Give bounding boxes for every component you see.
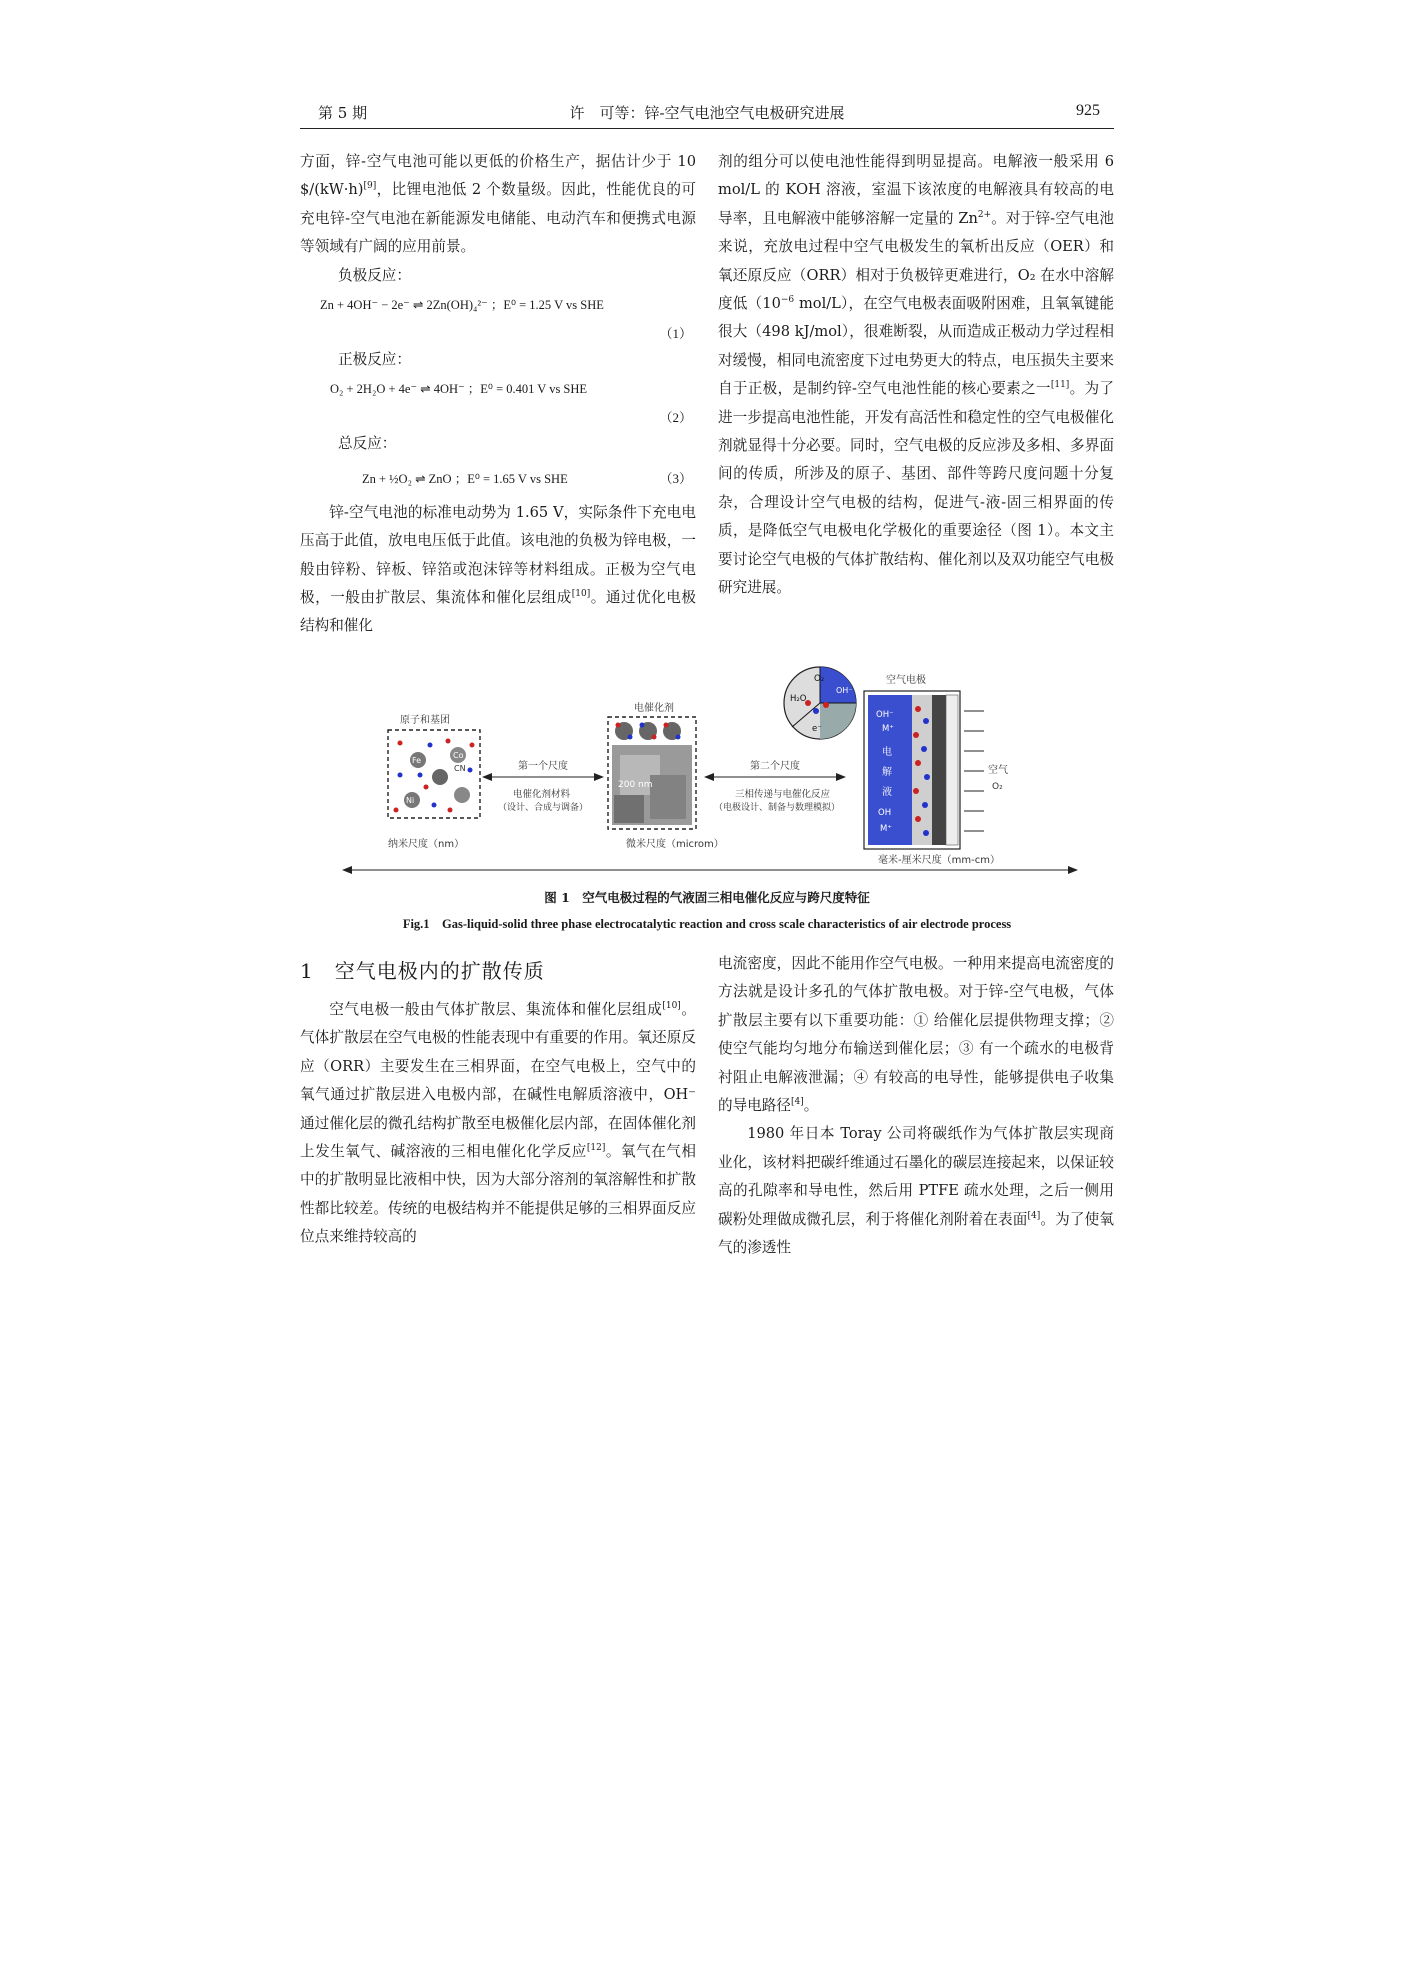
nano-scale-label: 纳米尺度（nm） [388,839,465,850]
paragraph: 电流密度，因此不能用作空气电极。一种用来提高电流密度的方法就是设计多孔的气体扩散电极。对于锌-空气电极，气体扩散层主要有以下重要功能：① 给催化层提供物理支撑；② 使空气能均匀地分布输送到催化层；③ 有一个疏水的电极背衬阻止电解液泄漏；④ 有较高的电导性，能够提供电子收集的导电路径[4]。 [718,955,1114,1115]
paragraph: 空气电极一般由气体扩散层、集流体和催化层组成[10]。气体扩散层在空气电极的性能表现中有重要的作用。氧还原反应（ORR）主要发生在三相界面，在空气电极上，空气中的氧气通过扩散层进入电极内部，在碱性电解质溶液中，OH⁻通过催化层的微孔结构扩散至电极催化层内部，在固体催化剂上发生氧气、碱溶液的三相电催化化学反应[12]。氧气在气相中的扩散明显比液相中快，因为大部分溶剂的氧溶解性和扩散性都比较差。传统的电极结构并不能提供足够的三相界面反应位点来维持较高的 [300,1001,696,1246]
catalyst-micrograph [608,717,696,829]
svg-text:e⁻: e⁻ [812,724,822,734]
left-column-lower [300,950,696,1252]
section-title: 1 空气电极内的扩散传质 [300,959,545,983]
svg-text:OH: OH [878,808,892,818]
equation-number: （3） [659,470,692,486]
svg-text:OH⁻: OH⁻ [876,710,894,720]
svg-text:三相传递与电催化反应: 三相传递与电催化反应 [735,789,831,800]
paragraph: 锌-空气电池的标准电动势为 1.65 V，实际条件下充电电压高于此值，放电电压低于此值。该电池的负极为锌电极，一般由锌粉、锌板、锌箔或泡沫锌等材料组成。正极为空气电极，一般由扩散层、集流体和催化层组成[10]。通过优化电极结构和催化 [300,503,696,635]
citation[interactable]: [4] [1027,1210,1041,1221]
atom-group-label: 原子和基团 [400,715,450,726]
paragraph: 1980 年日本 Toray 公司将碳纸作为气体扩散层实现商业化，该材料把碳纤维通过石墨化的碳层连接起来，以保证较高的孔隙率和导电性，然后用 PTFE 疏水处理，之后一侧用碳粉处理做成微孔层，利于将催化剂附着在表面[4]。为了使氧气的渗透性 [718,1125,1114,1257]
scale-bar: 200 nm [618,780,653,790]
micro-scale-label: 微米尺度（microm） [626,839,724,850]
issue-number: 第 5 期 [318,104,368,122]
milli-scale-label: 毫米-厘米尺度（mm-cm） [878,855,1000,866]
page-number: 925 [1076,102,1100,119]
right-column [718,148,1114,603]
svg-text:Co: Co [453,751,464,760]
svg-text:（设计、合成与调备）: （设计、合成与调备） [498,803,589,813]
svg-text:O₂: O₂ [814,674,825,684]
right-column-lower [718,950,1114,1262]
svg-text:解: 解 [882,767,892,778]
svg-text:Ni: Ni [406,796,415,805]
equation-1: Zn + 4OH⁻ − 2e⁻ ⇌ 2Zn(OH)₄²⁻ ；E⁰ = 1.25 V vs SHE [320,298,604,313]
citation[interactable]: [11] [1050,380,1070,391]
citation[interactable]: [4] [790,1097,804,1108]
svg-text:M⁺: M⁺ [880,824,892,834]
svg-text:电: 电 [882,747,892,758]
running-header [300,98,1114,129]
equation-3: Zn + ½O₂ ⇌ ZnO ；E⁰ = 1.65 V vs SHE （3） [300,459,696,499]
svg-text:CN: CN [454,764,466,773]
second-scale-label: 第二个尺度 [750,761,800,772]
svg-text:液: 液 [882,787,892,798]
svg-text:Fe: Fe [412,756,422,765]
running-title: 许 可等：锌-空气电池空气电极研究进展 [569,104,845,122]
svg-text:OH⁻: OH⁻ [836,686,853,695]
citation[interactable]: [10] [662,1001,681,1012]
left-column [300,148,696,641]
svg-text:空气: 空气 [988,765,1008,776]
equation-2: O₂ + 2H₂O + 4e⁻ ⇌ 4OH⁻ ；E⁰ = 0.401 V vs SHE [330,382,588,397]
svg-text:M⁺: M⁺ [882,724,894,734]
svg-text:电催化剂材料: 电催化剂材料 [513,789,571,800]
svg-text:H₂O: H₂O [790,694,807,704]
citation[interactable]: [12] [586,1143,606,1154]
paragraph: 方面，锌-空气电池可能以更低的价格生产，据估计少于 10 $/(kW·h)[9]，比锂电池低 2 个数量级。因此，性能优良的可充电锌-空气电池在新能源发电储能、电动汽车和便携式电源等领域有广阔的应用前景。 [300,153,696,256]
svg-text:O₂: O₂ [992,782,1003,792]
figure-caption-cn: 图 1 空气电极过程的气液固三相电催化反应与跨尺度特征 [544,890,870,905]
figure-caption-en: Fig.1 Gas-liquid-solid three phase electrocatalytic reaction and cross scale characteristics of air electrode process [402,917,1012,931]
catalyst-label: 电催化剂 [634,703,674,714]
figure-1 [330,665,1090,893]
negative-reaction-label: 负极反应： [338,266,411,284]
first-scale-label: 第一个尺度 [518,761,568,772]
citation[interactable]: [9] [363,181,377,192]
positive-reaction-label: 正极反应： [338,351,411,369]
citation[interactable]: [10] [571,589,591,600]
equation-number: （2） [659,410,692,426]
paragraph: 剂的组分可以使电池性能得到明显提高。电解液一般采用 6 mol/L 的 KOH 溶液，室温下该浓度的电解液具有较高的电导率，且电解液中能够溶解一定量的 $Zn^{2+}$。对于锌-空气电池来说，充放电过程中空气电极发生的氧析出反应（OER）和氧还原反应（ORR）相对于负极锌更难进行，O₂ 在水中溶解度低（$10^{-6}$ mol/L），在空气电极表面吸附困难，且氧氧键能很大（498 kJ/mol），很难断裂，从而造成正极动力学过程相对缓慢，相同电流密度下过电势更大的特点，电压损失主要来自于正极，是制约锌-空气电池性能的核心要素之一[11]。为了进一步提高电池性能，开发有高活性和稳定性的空气电极催化剂就显得十分必要。同时，空气电极的反应涉及多相、多界面间的传质，所涉及的原子、基团、部件等跨尺度问题十分复杂，合理设计空气电极的结构，促进气-液-固三相界面的传质，是降低空气电极电化学极化的重要途径（图 1）。本文主要讨论空气电极的气体扩散结构、催化剂以及双功能空气电极研究进展。 [718,153,1114,597]
air-inflow-arrows [964,711,984,831]
air-electrode-label: 空气电极 [886,675,926,686]
equation-number: （1） [659,326,692,342]
total-reaction-label: 总反应： [338,435,397,453]
svg-text:（电极设计、制备与数理模拟）: （电极设计、制备与数理模拟） [714,803,841,813]
